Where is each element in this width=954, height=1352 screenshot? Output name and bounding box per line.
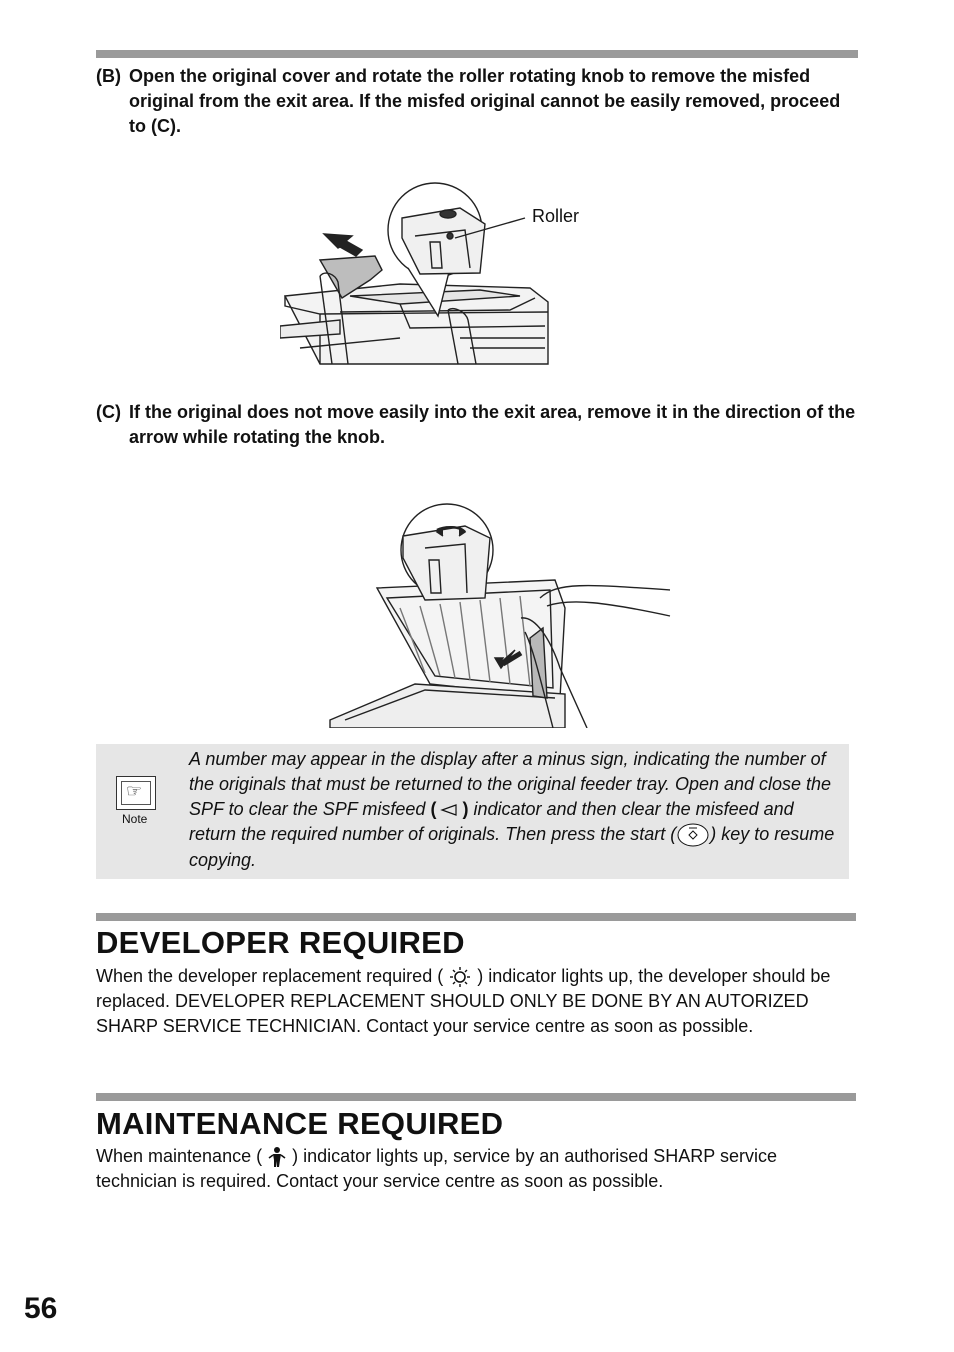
- maintenance-icon: [267, 1146, 287, 1168]
- section-rule-maintenance: [96, 1093, 856, 1101]
- maintenance-text-part-2: ) indicator lights up, service by an authorised SHARP service technician is required. Contact your service centre as soon as possible.: [96, 1146, 777, 1191]
- note-label: Note: [122, 812, 148, 826]
- roller-figure: [280, 178, 570, 366]
- note-box: [96, 744, 849, 879]
- section-rule-top: [96, 50, 858, 58]
- developer-icon: [448, 967, 472, 987]
- knob-figure: [325, 498, 675, 728]
- note-text-part-2: indicator and then clear the misfeed and return the required number of originals. Then press the start (: [189, 799, 794, 844]
- step-b: [96, 64, 856, 139]
- step-c-label: (C): [96, 402, 121, 422]
- developer-text-part-2: ) indicator lights up, the developer should be replaced. DEVELOPER REPLACEMENT SHOULD ONLY BE DONE BY AN AUTORIZED SHARP SERVICE TECHNICIAN. Contact your service centre as soon as possible.: [96, 966, 831, 1036]
- note-text-part-3: ) key to resume copying.: [189, 824, 835, 871]
- developer-text: [96, 964, 856, 1039]
- start-key-icon: [676, 822, 710, 848]
- maintenance-text-part-1: When maintenance (: [96, 1146, 268, 1166]
- step-b-label: (B): [96, 66, 121, 86]
- roller-label: Roller: [532, 206, 580, 226]
- note-text-part-1: A number may appear in the display after a minus sign, indicating the number of the originals that must be returned to the original feeder tray. Open and close the SPF to clear the SPF misfeed: [189, 749, 832, 819]
- developer-text-part-1: When the developer replacement required (: [96, 966, 449, 986]
- step-c: [96, 400, 856, 450]
- step-b-text: Open the original cover and rotate the roller rotating knob to remove the misfed original from the exit area. If the misfed original cannot be easily removed, proceed to (C).: [129, 66, 841, 136]
- section-rule-developer: [96, 913, 856, 921]
- note-hand-icon: ☞: [116, 776, 156, 810]
- developer-heading: DEVELOPER REQUIRED: [96, 925, 465, 960]
- note-text: [189, 747, 844, 873]
- maintenance-text: [96, 1144, 856, 1194]
- step-c-text: If the original does not move easily into the exit area, remove it in the direction of the arrow while rotating the knob.: [129, 402, 856, 447]
- maintenance-heading: MAINTENANCE REQUIRED: [96, 1106, 504, 1141]
- spf-misfeed-icon: ( ): [430, 799, 469, 819]
- page-number: 56: [24, 1292, 58, 1325]
